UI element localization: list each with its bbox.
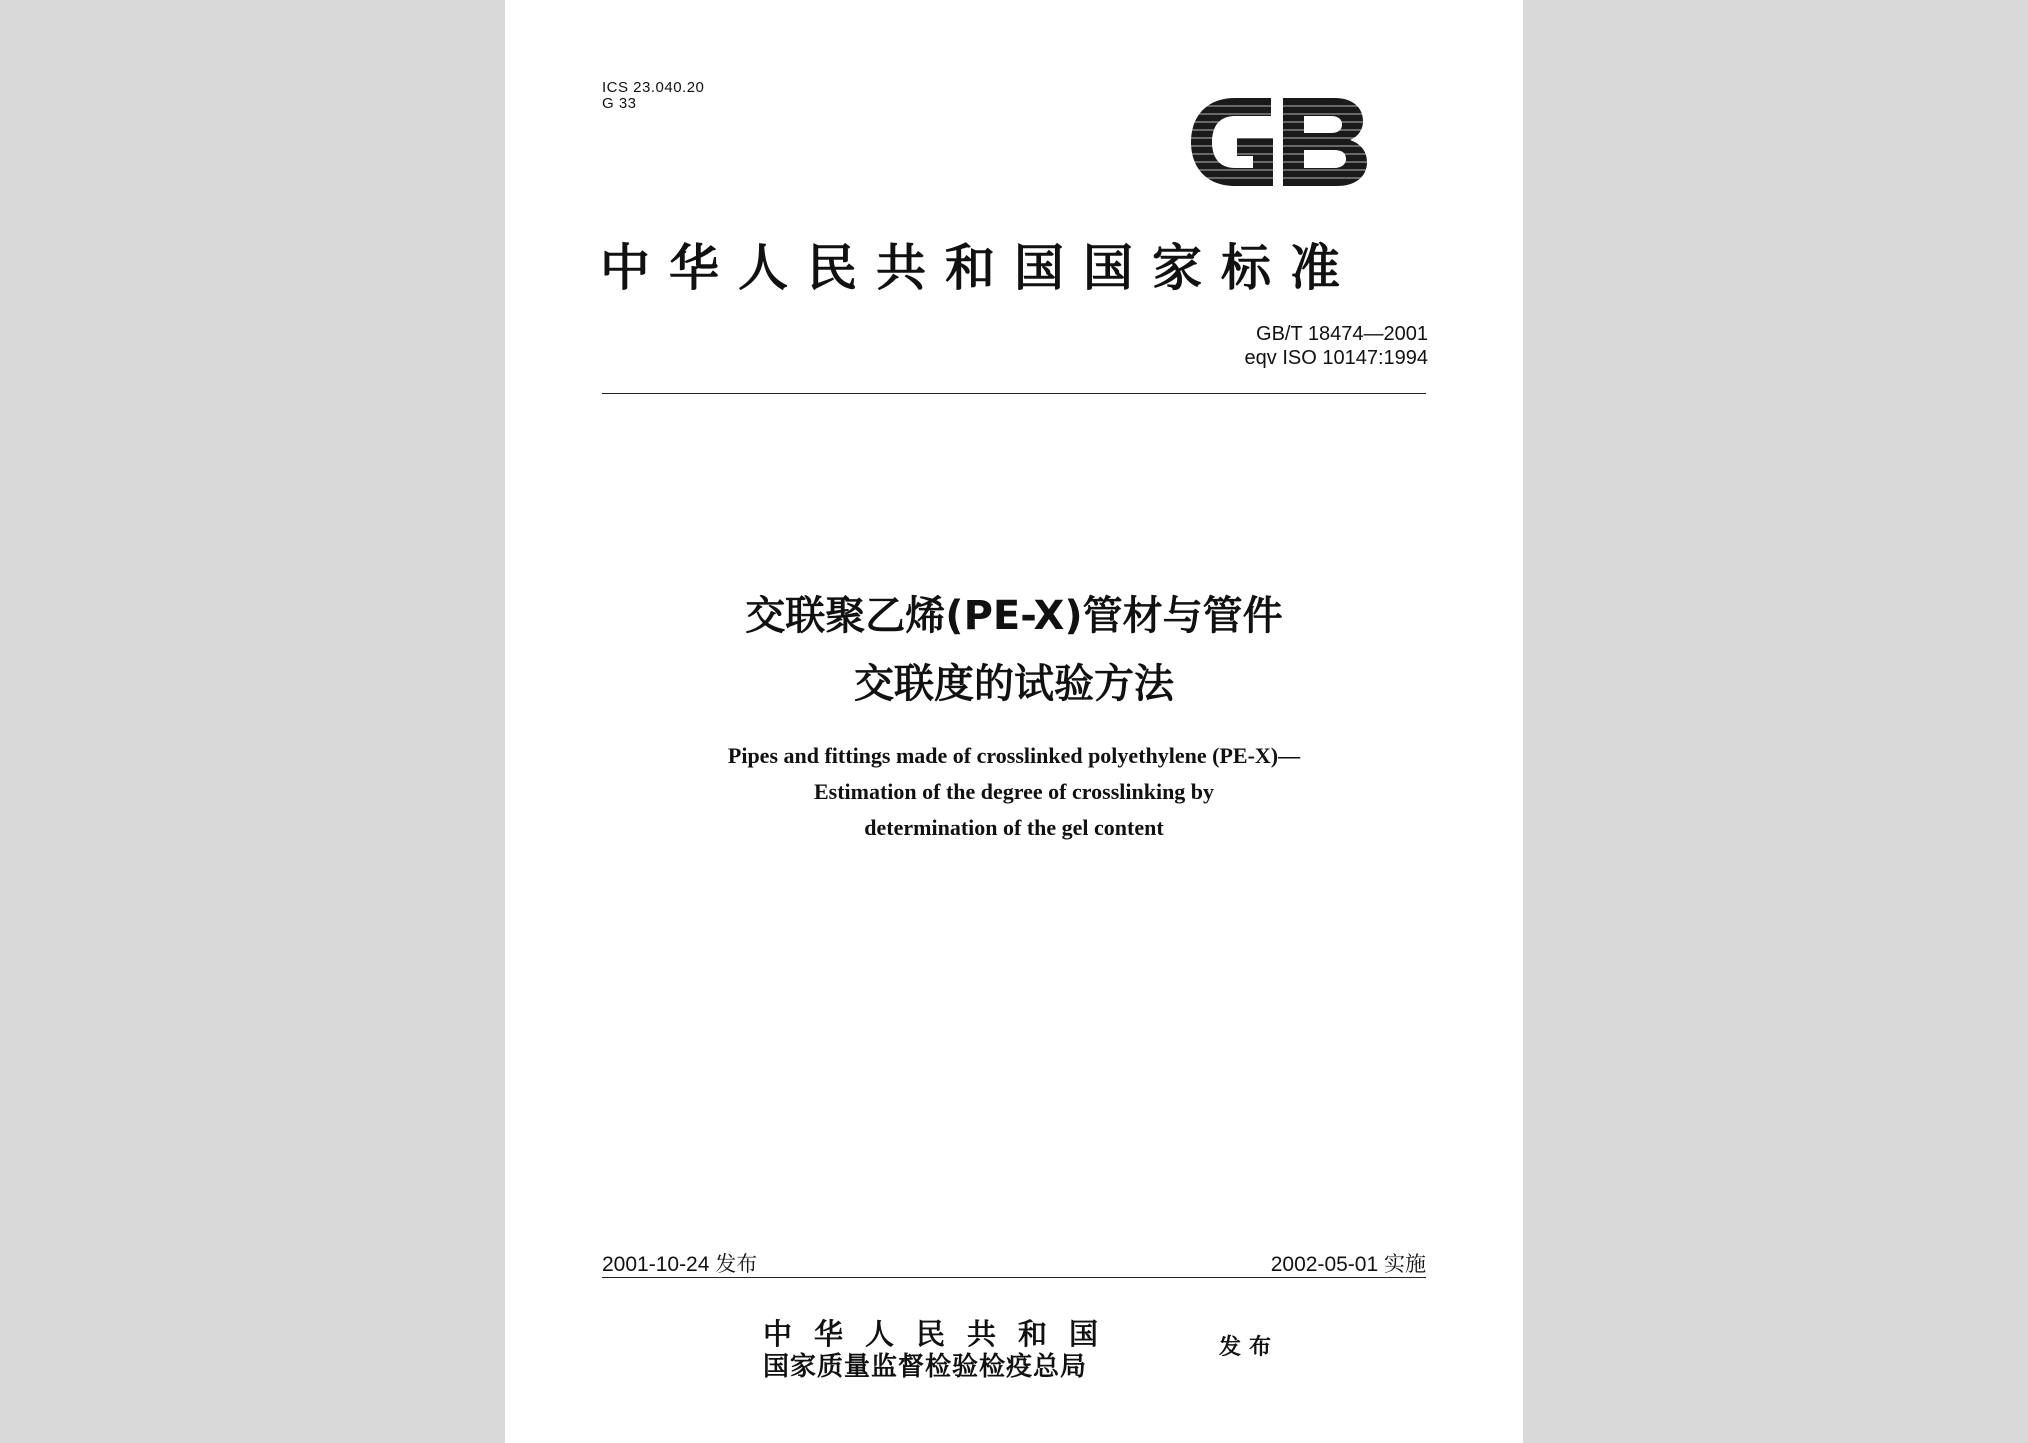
classification-codes xyxy=(602,80,704,112)
chinese-title-line-1: 交联聚乙烯(PE-X)管材与管件 xyxy=(745,593,1283,639)
publisher-country: 中华人民共和国 xyxy=(763,1317,1121,1351)
implementation-date: 2002-05-01 实施 xyxy=(1270,1253,1426,1276)
footer-divider xyxy=(602,1277,1426,1278)
document-page xyxy=(505,0,1523,1443)
publisher-issue-label: 发布 xyxy=(1219,1334,1280,1360)
gb-logo-icon xyxy=(1185,92,1371,192)
ics-code: ICS 23.040.20 xyxy=(602,79,705,96)
header-divider xyxy=(602,393,1426,394)
english-title-line-3: determination of the gel content xyxy=(864,815,1164,840)
issue-date: 2001-10-24 发布 xyxy=(602,1253,758,1276)
standard-number: GB/T 18474—2001 xyxy=(1256,323,1428,345)
english-title-line-2: Estimation of the degree of crosslinking by xyxy=(813,779,1215,804)
date-row xyxy=(602,1248,1426,1278)
national-standard-heading: 中华人民共和国国家标准 xyxy=(600,239,1359,297)
iso-equivalent: eqv ISO 10147:1994 xyxy=(1244,347,1428,369)
publisher-block xyxy=(763,1312,1363,1384)
ccs-code: G 33 xyxy=(602,95,637,112)
chinese-title-line-2: 交联度的试验方法 xyxy=(854,661,1174,707)
publisher-agency: 国家质量监督检验检疫总局 xyxy=(763,1352,1088,1382)
english-title xyxy=(505,738,1523,846)
english-title-line-1: Pipes and fittings made of crosslinked polyethylene (PE-X)— xyxy=(727,743,1301,768)
chinese-title xyxy=(505,582,1523,718)
standard-number-block xyxy=(1245,322,1428,370)
